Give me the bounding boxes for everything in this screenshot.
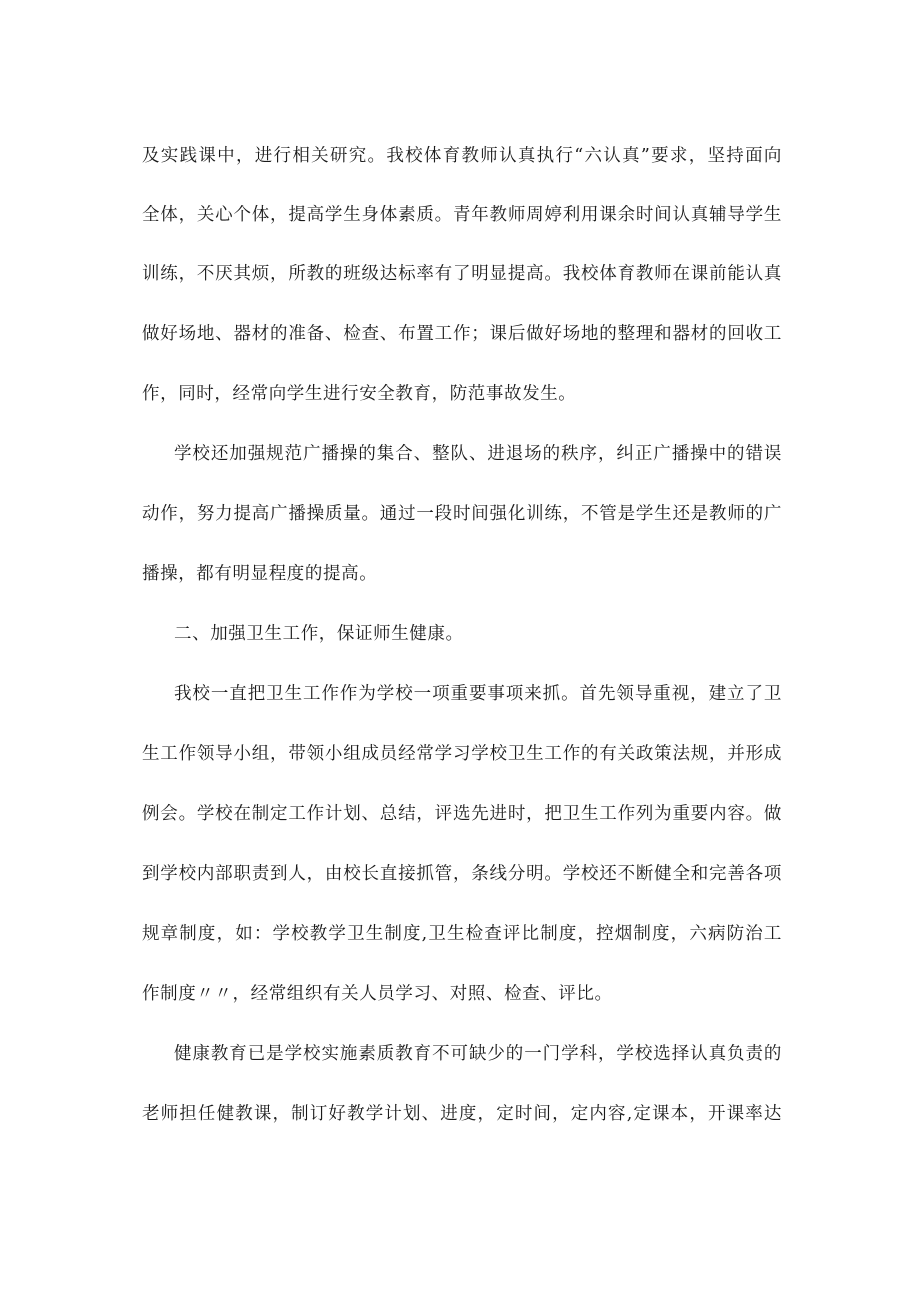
section-heading: 二、加强卫生工作，保证师生健康。 <box>174 624 464 644</box>
text-line: 到学校内部职责到人，由校长直接抓管，条线分明。学校还不断健全和完善各项 <box>142 864 782 884</box>
text-line: 作制度〃〃，经常组织有关人员学习、对照、检查、评比。 <box>142 984 613 1004</box>
text-line: 动作，努力提高广播操质量。通过一段时间强化训练，不管是学生还是教师的广 <box>142 504 782 524</box>
text-line: 例会。学校在制定工作计划、总结，评选先进时，把卫生工作列为重要内容。做 <box>142 804 782 824</box>
text-line: 训练，不厌其烦，所教的班级达标率有了明显提高。我校体育教师在课前能认真 <box>142 264 782 284</box>
text-line: 作，同时，经常向学生进行安全教育，防范事故发生。 <box>142 384 577 404</box>
text-line: 播操，都有明显程度的提高。 <box>142 564 378 584</box>
text-line: 生工作领导小组，带领小组成员经常学习学校卫生工作的有关政策法规，并形成 <box>142 744 782 764</box>
text-line: 学校还加强规范广播操的集合、整队、进退场的秩序，纠正广播操中的错误 <box>174 444 782 464</box>
text-line: 做好场地、器材的准备、检查、布置工作；课后做好场地的整理和器材的回收工 <box>142 324 782 344</box>
text-line: 老师担任健教课，制订好教学计划、进度，定时间，定内容,定课本，开课率达 <box>142 1104 782 1124</box>
text-line: 我校一直把卫生工作作为学校一项重要事项来抓。首先领导重视，建立了卫 <box>174 684 782 704</box>
text-line: 规章制度，如：学校教学卫生制度,卫生检查评比制度，控烟制度，六病防治工 <box>142 924 782 944</box>
text-line: 全体，关心个体，提高学生身体素质。青年教师周婷利用课余时间认真辅导学生 <box>142 205 782 225</box>
text-line: 及实践课中，进行相关研究。我校体育教师认真执行“六认真”要求，坚持面向 <box>142 146 782 166</box>
text-line: 健康教育已是学校实施素质教育不可缺少的一门学科，学校选择认真负责的 <box>174 1044 782 1064</box>
